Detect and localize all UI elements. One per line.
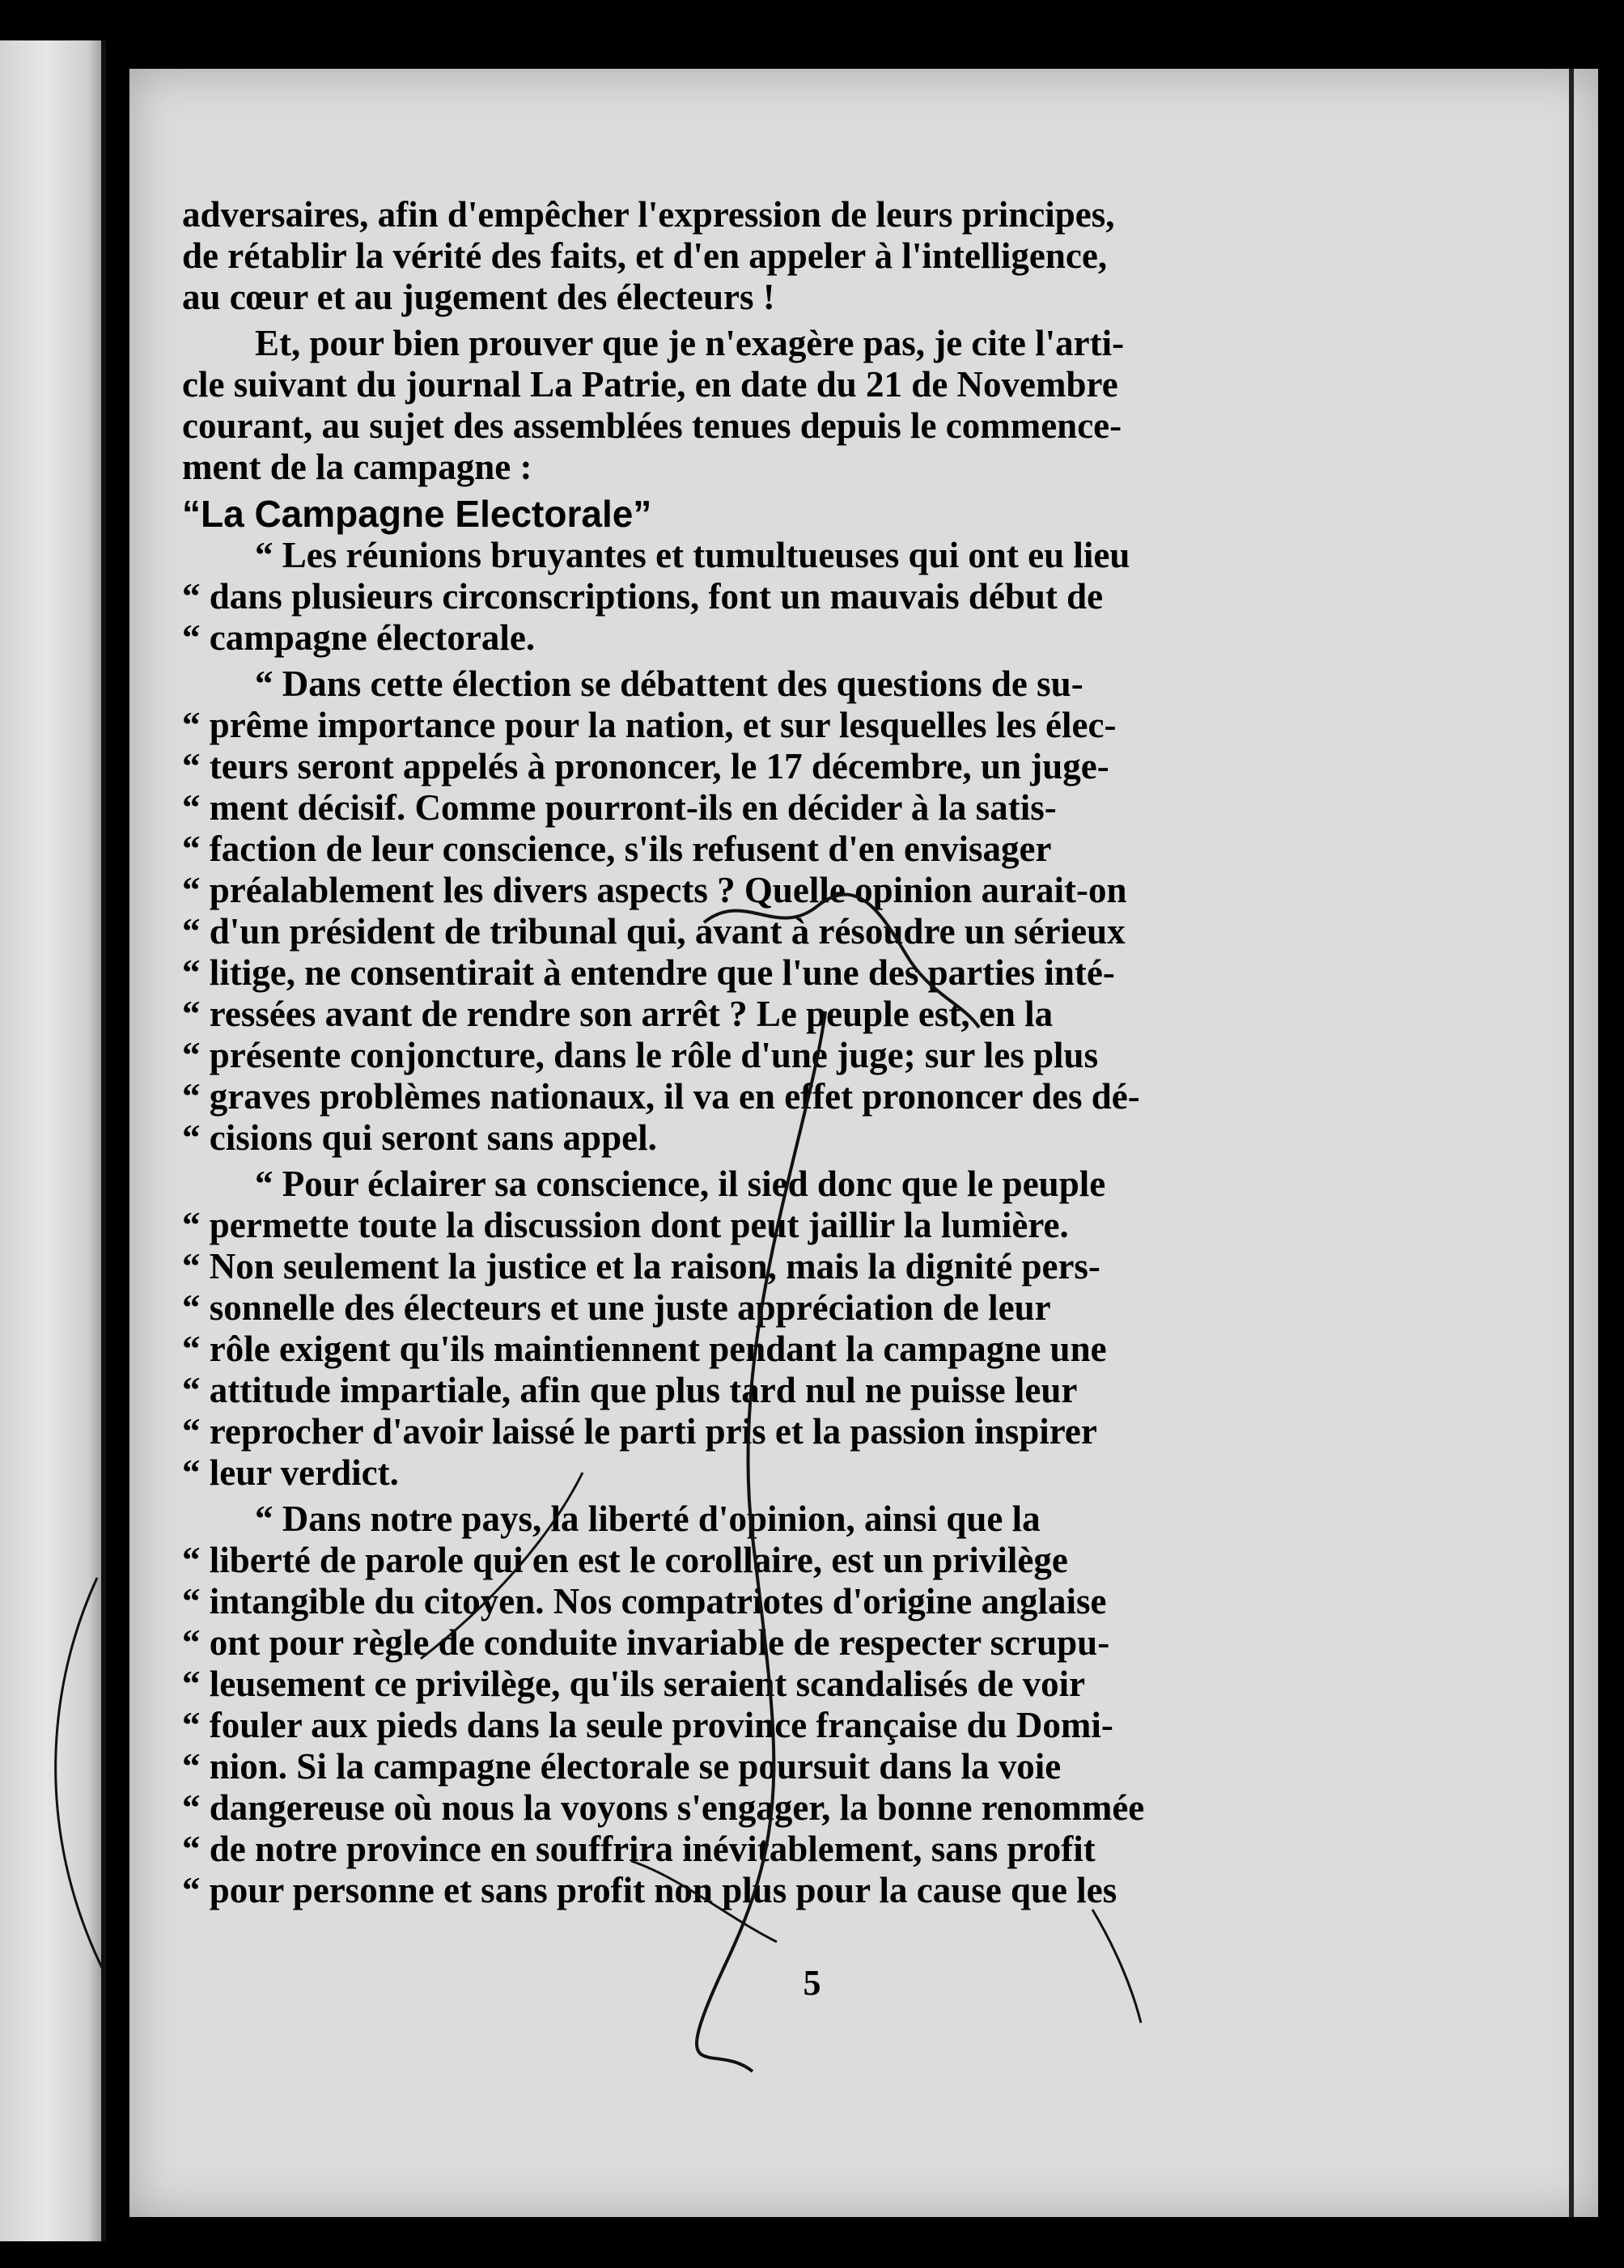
text-line: “ dangereuse où nous la voyons s'engager, la bonne renommée — [182, 1787, 1145, 1828]
quote-paragraph-4 — [182, 1499, 1380, 1911]
text-line: “ d'un président de tribunal qui, avant à résoudre un sérieux — [182, 911, 1126, 952]
text-line: “ préalablement les divers aspects ? Quelle opinion aurait-on — [182, 870, 1127, 910]
text-line: “ fouler aux pieds dans la seule province française du Domi- — [182, 1705, 1113, 1745]
body-text — [182, 194, 1380, 1916]
text-line: “ rôle exigent qu'ils maintiennent pendant la campagne une — [182, 1329, 1107, 1369]
text-line: “ Dans notre pays, la liberté d'opinion, ainsi que la — [255, 1499, 1041, 1539]
text-line: “ pour personne et sans profit non plus pour la cause que les — [182, 1870, 1117, 1910]
text-line: “ nion. Si la campagne électorale se poursuit dans la voie — [182, 1746, 1062, 1787]
page-number: 5 — [803, 1963, 821, 2003]
binding-rule — [101, 40, 106, 2241]
text-line: “ présente conjoncture, dans le rôle d'une juge; sur les plus — [182, 1035, 1099, 1075]
text-line: “ Pour éclairer sa conscience, il sied donc que le peuple — [255, 1164, 1106, 1204]
text-line: “ sonnelle des électeurs et une juste appréciation de leur — [182, 1287, 1051, 1328]
text-line: “ Dans cette élection se débattent des questions de su- — [255, 663, 1083, 704]
quote-paragraph-1 — [182, 535, 1380, 659]
page-edge-rule — [1569, 69, 1574, 2217]
quote-paragraph-2 — [182, 663, 1380, 1159]
text-line: Et, pour bien prouver que je n'exagère pas, je cite l'arti- — [255, 323, 1125, 363]
text-line: “ de notre province en souffrira inévitablement, sans profit — [182, 1829, 1096, 1869]
text-line: “ graves problèmes nationaux, il va en effet prononcer des dé- — [182, 1076, 1140, 1117]
text-line: “ litige, ne consentirait à entendre que l'une des parties inté- — [182, 952, 1115, 993]
text-line: “ ressées avant de rendre son arrêt ? Le peuple est, en la — [182, 994, 1054, 1034]
text-line: “ liberté de parole qui en est le corollaire, est un privilège — [182, 1540, 1068, 1580]
text-line: “ Non seulement la justice et la raison, mais la dignité pers- — [182, 1246, 1100, 1287]
text-line: “ leusement ce privilège, qu'ils seraient scandalisés de voir — [182, 1664, 1086, 1704]
text-line: “ teurs seront appelés à prononcer, le 17 décembre, un juge- — [182, 746, 1109, 786]
text-line: “ reprocher d'avoir laissé le parti pris et la passion inspirer — [182, 1411, 1097, 1452]
text-line: “ prême importance pour la nation, et sur lesquelles les élec- — [182, 705, 1117, 745]
text-line: “ dans plusieurs circonscriptions, font un mauvais début de — [182, 576, 1104, 617]
text-line: “ attitude impartiale, afin que plus tard nul ne puisse leur — [182, 1370, 1078, 1410]
text-line: “ faction de leur conscience, s'ils refusent d'en envisager — [182, 829, 1052, 869]
quote-paragraph-3 — [182, 1164, 1380, 1494]
previous-page-edge — [0, 40, 104, 2241]
text-line: “ leur verdict. — [182, 1452, 399, 1493]
text-line: “ campagne électorale. — [182, 617, 536, 658]
text-line: de rétablir la vérité des faits, et d'en appeler à l'intelligence, — [182, 235, 1108, 276]
paragraph-2 — [182, 323, 1380, 488]
text-line: “ intangible du citoyen. Nos compatriotes d'origine anglaise — [182, 1581, 1107, 1622]
text-line: au cœur et au jugement des électeurs ! — [182, 277, 775, 317]
text-line: “ cisions qui seront sans appel. — [182, 1117, 657, 1158]
text-line: “ permette toute la discussion dont peut jaillir la lumière. — [182, 1205, 1069, 1245]
text-line: courant, au sujet des assemblées tenues depuis le commence- — [182, 405, 1122, 446]
text-line: cle suivant du journal La Patrie, en date du 21 de Novembre — [182, 364, 1118, 405]
text-line: ment de la campagne : — [182, 447, 532, 487]
text-line: “ Les réunions bruyantes et tumultueuses qui ont eu lieu — [255, 535, 1130, 575]
text-line: adversaires, afin d'empêcher l'expression de leurs principes, — [182, 194, 1115, 235]
text-line: “ ont pour règle de conduite invariable de respecter scrupu- — [182, 1622, 1110, 1663]
article-heading: “La Campagne Electorale” — [182, 493, 652, 535]
text-line: “ ment décisif. Comme pourront-ils en décider à la satis- — [182, 787, 1057, 828]
paragraph-1 — [182, 194, 1380, 318]
